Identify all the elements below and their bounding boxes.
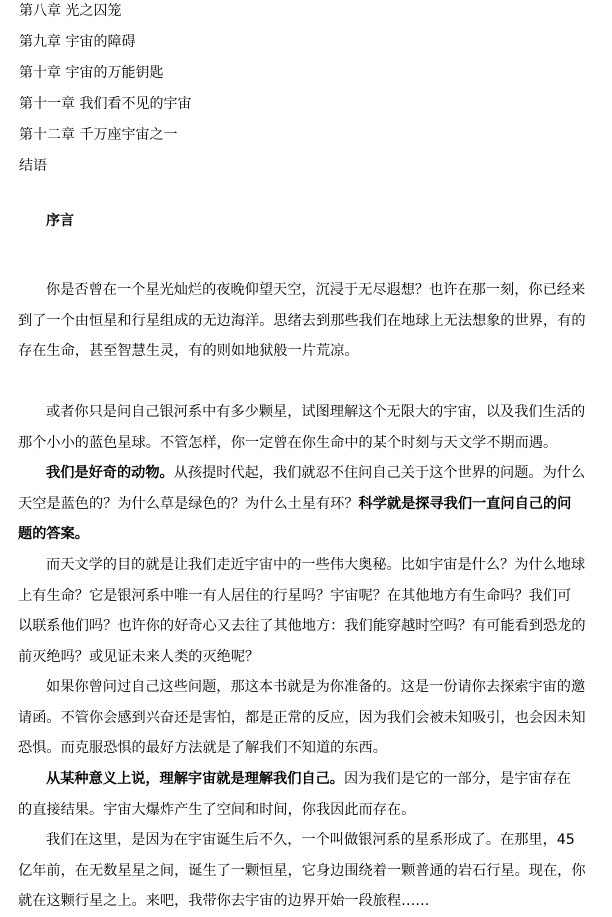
paragraph bbox=[18, 275, 586, 367]
paragraph-line bbox=[18, 886, 578, 917]
toc-entry-epilogue: 结语 bbox=[19, 158, 47, 174]
paragraph-line bbox=[18, 550, 586, 581]
toc-entry-chapter-11: 第十一章 我们看不见的宇宙 bbox=[19, 96, 192, 112]
text-run: 亿年前，在无数星星之间，诞生了一颗恒星，它身边围绕着一颗普通的岩石行星。现在，你 bbox=[18, 862, 586, 879]
text-run: 天空是蓝色的？为什么草是绿色的？为什么土星有环？ bbox=[18, 495, 359, 512]
text-run: 或者你只是问自己银河系中有多少颗星，试图理解这个无限大的宇宙，以及我们生活的 bbox=[46, 404, 586, 420]
text-run: 的直接结果。宇宙大爆炸产生了空间和时间，你我因此而存在。 bbox=[18, 801, 416, 818]
toc-entry-chapter-10: 第十章 宇宙的万能钥匙 bbox=[19, 65, 164, 81]
text-run: 上有生命？它是银河系中唯一有人居住的行星吗？宇宙呢？在其他地方有生命吗？我们可 bbox=[18, 587, 572, 604]
text-run: 你是否曾在一个星光灿烂的夜晚仰望天空，沉浸于无尽遐想？也许在那一刻，你已经来 bbox=[46, 282, 586, 298]
toc-entry-chapter-8: 第八章 光之囚笼 bbox=[19, 3, 122, 19]
paragraph-line bbox=[18, 428, 578, 459]
paragraph-line bbox=[18, 825, 578, 856]
toc-entry-chapter-12: 第十二章 千万座宇宙之一 bbox=[19, 127, 178, 143]
paragraph-line bbox=[18, 336, 578, 367]
paragraph-line bbox=[18, 672, 586, 703]
paragraph-line bbox=[18, 642, 578, 673]
bold-text-run: 科学就是探寻我们一直问自己的问 bbox=[358, 495, 572, 512]
text-run: 存在生命，甚至智慧生灵，有的则如地狱般一片荒凉。 bbox=[18, 343, 359, 359]
paragraph-line bbox=[18, 397, 586, 428]
text-run: 而天文学的目的就是让我们走近宇宙中的一些伟大奥秘。比如宇宙是什么？为什么地球 bbox=[46, 557, 586, 573]
toc-entry-chapter-9: 第九章 宇宙的障碍 bbox=[19, 34, 136, 50]
bold-text-run: 题的答案。 bbox=[18, 526, 89, 542]
paragraph bbox=[18, 458, 586, 550]
paragraph-line bbox=[18, 764, 578, 795]
text-run: 我们在这里，是因为在宇宙诞生后不久，一个叫做银河系的星系形成了。在那里，45 bbox=[46, 832, 575, 848]
text-run: 因为我们是它的一部分，是宇宙存在 bbox=[343, 771, 571, 787]
paragraph bbox=[18, 672, 586, 764]
paragraph-line bbox=[18, 275, 586, 306]
text-run: 到了一个由恒星和行星组成的无边海洋。思绪去到那些我们在地球上无法想象的世界，有的 bbox=[18, 312, 586, 329]
paragraph-line bbox=[18, 458, 586, 489]
paragraph-line bbox=[18, 795, 578, 826]
text-run: 从孩提时代起，我们就忍不住问自己关于这个世界的问题。为什么 bbox=[173, 465, 586, 481]
paragraph-line bbox=[18, 489, 578, 520]
paragraph-line bbox=[18, 611, 586, 642]
paragraph bbox=[18, 764, 578, 825]
paragraph-line bbox=[18, 733, 578, 764]
section-title: 序言 bbox=[46, 213, 74, 229]
paragraph bbox=[18, 550, 586, 672]
paragraph-line bbox=[18, 581, 578, 612]
text-run: 如果你曾问过自己这些问题，那这本书就是为你准备的。这是一份请你去探索宇宙的邀 bbox=[46, 679, 586, 695]
text-run: 那个小小的蓝色星球。不管怎样，你一定曾在你生命中的某个时刻与天文学不期而遇。 bbox=[18, 434, 558, 451]
bold-text-run: 我们是好奇的动物。 bbox=[46, 465, 174, 481]
paragraph bbox=[18, 397, 586, 458]
paragraph bbox=[18, 825, 586, 917]
bold-text-run: 从某种意义上说，理解宇宙就是理解我们自己。 bbox=[46, 771, 344, 787]
paragraph-line bbox=[18, 306, 586, 337]
text-run: 前灭绝吗？或见证未来人类的灭绝呢？ bbox=[18, 648, 260, 665]
paragraph-line bbox=[18, 519, 578, 550]
paragraph-line bbox=[18, 856, 586, 887]
paragraph-line bbox=[18, 703, 586, 734]
text-run: 恐惧。而克服恐惧的最好方法就是了解我们不知道的东西。 bbox=[18, 740, 387, 756]
text-run: 请函。不管你会感到兴奋还是害怕，都是正常的反应，因为我们会被未知吸引，也会因未知 bbox=[18, 709, 586, 726]
text-run: 以联系他们吗？也许你的好奇心又去往了其他地方：我们能穿越时空吗？有可能看到恐龙的 bbox=[18, 618, 586, 634]
text-run: 就在这颗行星之上。来吧，我带你去宇宙的边界开始一段旅程…… bbox=[18, 893, 430, 909]
